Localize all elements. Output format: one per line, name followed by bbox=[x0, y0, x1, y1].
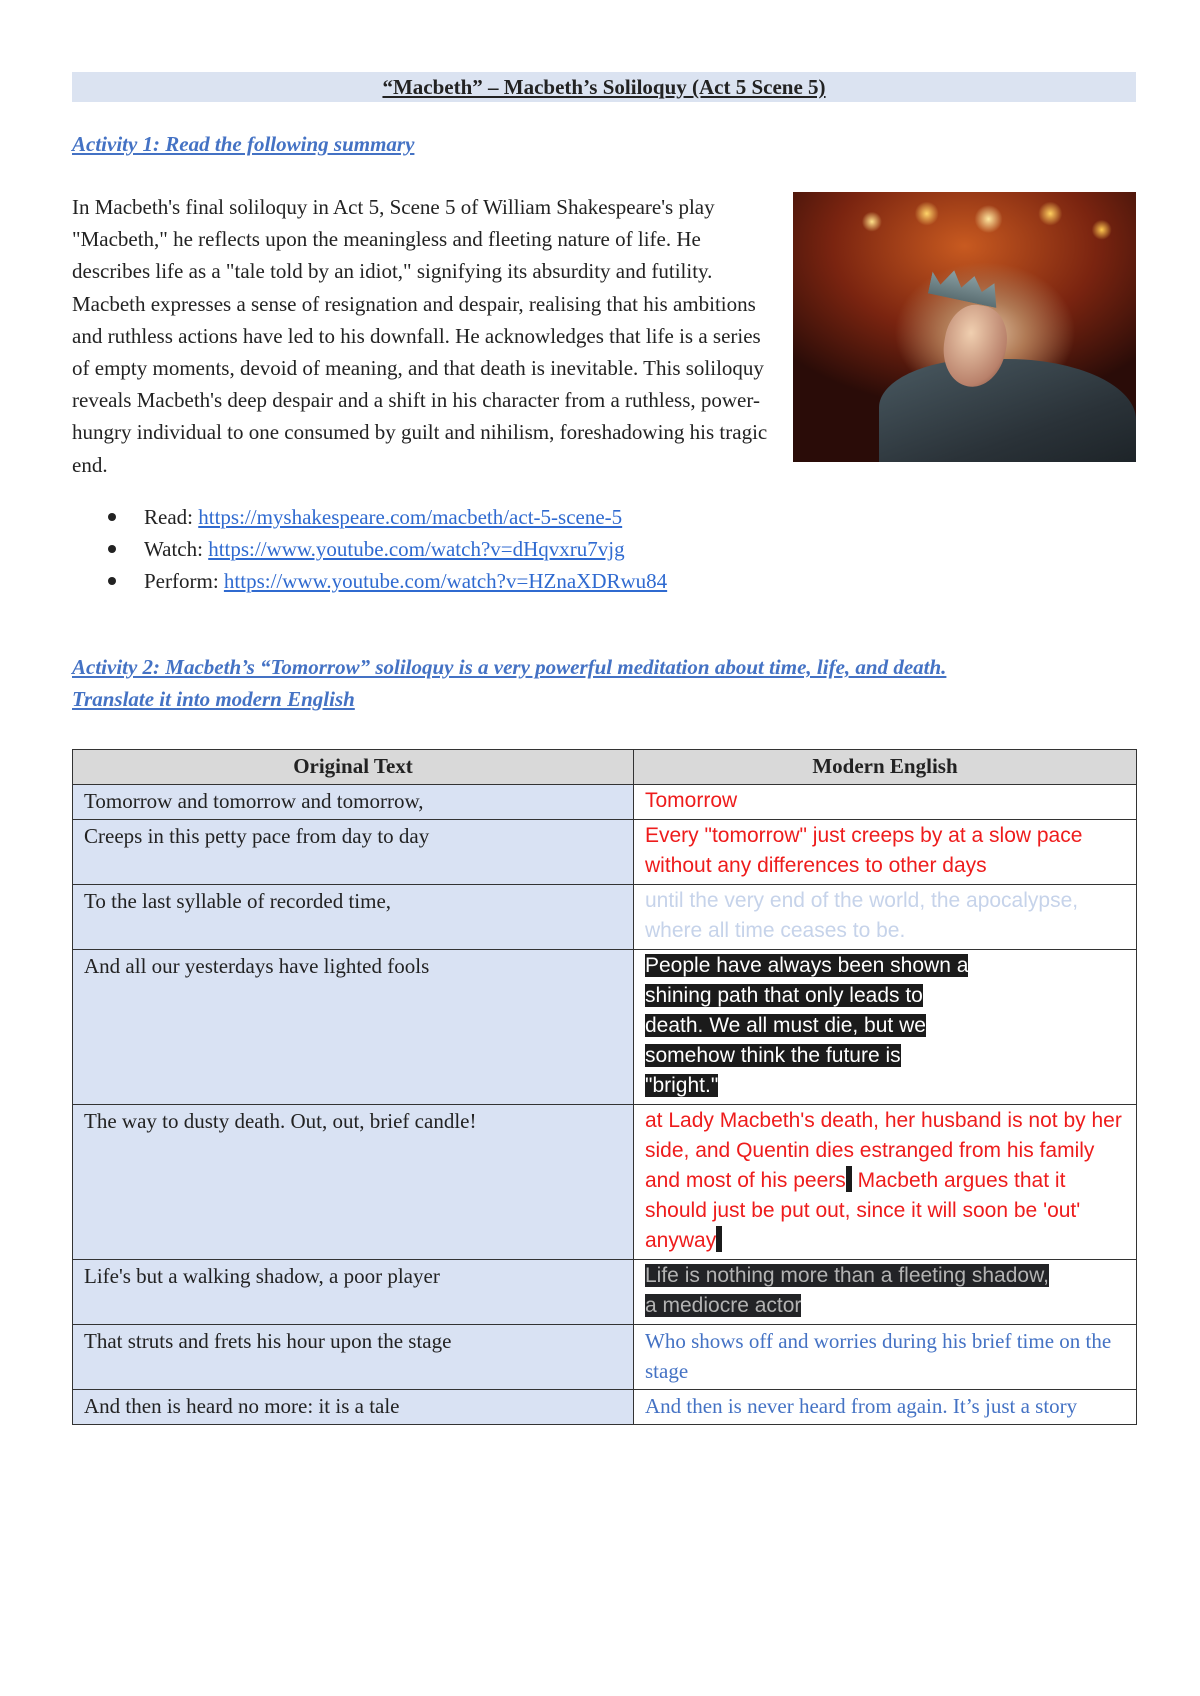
table-row bbox=[73, 1105, 1137, 1260]
original-cell: Life's but a walking shadow, a poor player bbox=[73, 1260, 634, 1325]
table-header-row bbox=[73, 750, 1137, 785]
watch-link-item bbox=[72, 533, 1136, 565]
original-cell: And all our yesterdays have lighted fools bbox=[73, 950, 634, 1105]
perform-link[interactable]: https://www.youtube.com/watch?v=HZnaXDRwu84 bbox=[223, 569, 668, 593]
highlighted-line: "bright." bbox=[645, 1074, 719, 1097]
modern-cell[interactable]: Every "tomorrow" just creeps by at a slow pace without any differences to other days bbox=[634, 820, 1137, 885]
table-row bbox=[73, 1325, 1137, 1390]
macbeth-photo bbox=[793, 192, 1136, 462]
original-cell: To the last syllable of recorded time, bbox=[73, 885, 634, 950]
perform-label: Perform: bbox=[144, 569, 219, 593]
modern-cell[interactable] bbox=[634, 950, 1137, 1105]
modern-text-a: at Lady Macbeth's death, her husband is not by her side, and Quentin dies estranged from his family and most of his peers bbox=[645, 1109, 1122, 1192]
column-header-original: Original Text bbox=[73, 750, 634, 785]
modern-cell[interactable] bbox=[634, 1260, 1137, 1325]
modern-cell[interactable]: until the very end of the world, the apocalypse, where all time ceases to be. bbox=[634, 885, 1137, 950]
read-link-item bbox=[72, 501, 1136, 533]
document-title: “Macbeth” – Macbeth’s Soliloquy (Act 5 Scene 5) bbox=[72, 72, 1136, 102]
modern-cell[interactable]: Who shows off and worries during his brief time on the stage bbox=[634, 1325, 1137, 1390]
column-header-modern: Modern English bbox=[634, 750, 1137, 785]
bullet-icon bbox=[108, 545, 116, 553]
watch-label: Watch: bbox=[144, 537, 203, 561]
crown-icon bbox=[928, 266, 1002, 308]
table-row bbox=[73, 950, 1137, 1105]
highlighted-line: People have always been shown a bbox=[645, 954, 969, 977]
highlighted-line: a mediocre actor bbox=[645, 1294, 802, 1317]
perform-link-item bbox=[72, 565, 1136, 597]
document-page bbox=[72, 72, 1136, 1425]
bullet-icon bbox=[108, 513, 116, 521]
modern-cell[interactable]: Tomorrow bbox=[634, 785, 1137, 820]
watch-link[interactable]: https://www.youtube.com/watch?v=dHqvxru7vjg bbox=[208, 537, 625, 561]
read-link[interactable]: https://myshakespeare.com/macbeth/act-5-scene-5 bbox=[198, 505, 623, 529]
activity-2-heading-line-2: Translate it into modern English bbox=[72, 687, 355, 711]
activity-1-heading: Activity 1: Read the following summary bbox=[72, 132, 415, 156]
table-row bbox=[73, 785, 1137, 820]
original-cell: That struts and frets his hour upon the stage bbox=[73, 1325, 634, 1390]
table-row bbox=[73, 885, 1137, 950]
table-row bbox=[73, 1390, 1137, 1425]
original-cell: And then is heard no more: it is a tale bbox=[73, 1390, 634, 1425]
translation-table bbox=[72, 749, 1137, 1425]
activity-2-heading bbox=[72, 651, 1136, 715]
original-cell: Tomorrow and tomorrow and tomorrow, bbox=[73, 785, 634, 820]
modern-cell[interactable]: And then is never heard from again. It’s just a story bbox=[634, 1390, 1137, 1425]
highlighted-line: somehow think the future is bbox=[645, 1044, 901, 1067]
resource-links bbox=[72, 501, 1136, 597]
text-cursor-icon bbox=[846, 1166, 852, 1192]
summary-paragraph: In Macbeth's final soliloquy in Act 5, Scene 5 of William Shakespeare's play "Macbeth," he reflects upon the meaningless and fleeting nature of life. He describes life as a "tale told by an idiot," signifying its absurdity and futility. Macbeth expresses a sense of resignation and despair, realising that his ambitions and ruthless actions have led to his downfall. He acknowledges that life is a series of empty moments, devoid of meaning, and that death is inevitable. This soliloquy reveals Macbeth's deep despair and a shift in his character from a ruthless, power-hungry individual to one consumed by guilt and nihilism, foreshadowing his tragic end. bbox=[72, 195, 768, 477]
table-row bbox=[73, 1260, 1137, 1325]
original-cell: Creeps in this petty pace from day to day bbox=[73, 820, 634, 885]
activity-2-heading-line-1: Activity 2: Macbeth’s “Tomorrow” soliloquy is a very powerful meditation about time, life, and death. bbox=[72, 655, 947, 679]
table-row bbox=[73, 820, 1137, 885]
read-label: Read: bbox=[144, 505, 193, 529]
modern-text-b: Macbeth argues that it should just be put out, since it will soon be 'out' anyway bbox=[645, 1169, 1081, 1252]
highlighted-line: shining path that only leads to bbox=[645, 984, 923, 1007]
original-cell: The way to dusty death. Out, out, brief candle! bbox=[73, 1105, 634, 1260]
bullet-icon bbox=[108, 577, 116, 585]
photo-robe bbox=[879, 359, 1136, 462]
modern-cell[interactable] bbox=[634, 1105, 1137, 1260]
text-cursor-icon bbox=[716, 1226, 722, 1252]
summary-section bbox=[72, 191, 1136, 501]
highlighted-line: death. We all must die, but we bbox=[645, 1014, 926, 1037]
highlighted-line: Life is nothing more than a fleeting shadow, bbox=[645, 1264, 1049, 1287]
